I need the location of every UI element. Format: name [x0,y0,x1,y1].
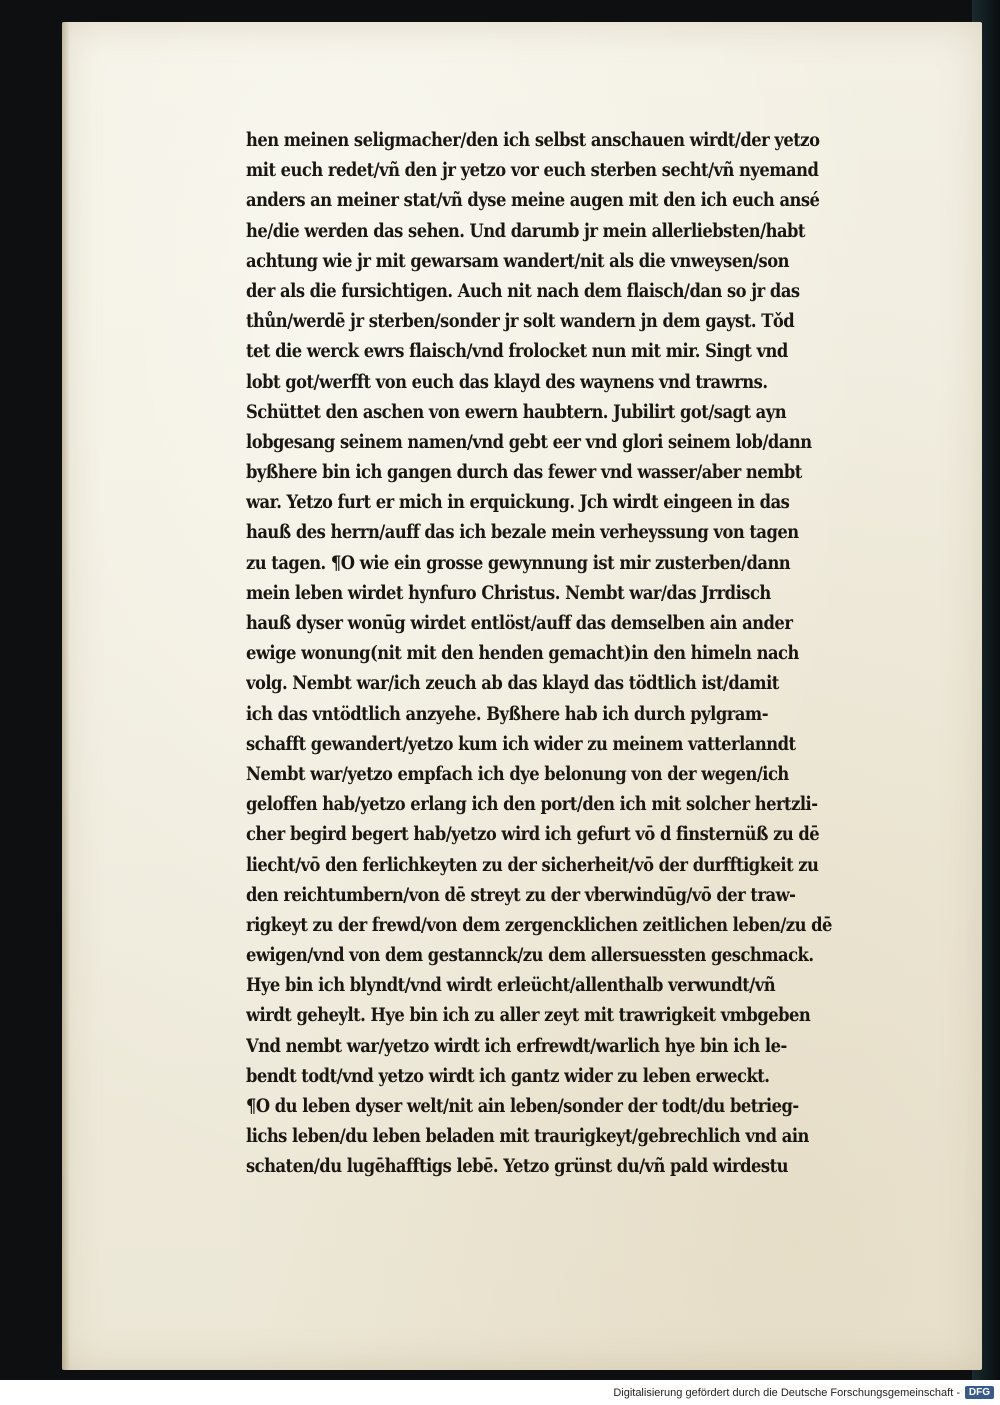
text-line: hauß dyser wonūg wirdet entlöst/auff das demselben ain ander [246,612,793,634]
text-line: lichs leben/du leben beladen mit traurigkeyt/gebrechlich vnd ain [246,1125,809,1148]
funding-credit: Digitalisierung gefördert durch die Deutsche Forschungsgemeinschaft - [613,1387,960,1399]
text-line: ich das vntödtlich anzyehe. Byßhere hab ich durch pylgram- [246,702,768,725]
text-line: wirdt geheylt. Hye bin ich zu aller zeyt mit trawrigkeit vmbgeben [246,1004,811,1027]
text-line: tet die werck ewrs flaisch/vnd frolocket nun mit mir. Singt vnd [246,340,788,363]
text-line: hen meinen seligmacher/den ich selbst anschauen wirdt/der yetzo [246,129,820,151]
page-text [246,125,916,1182]
text-line: rigkeyt zu der frewd/von dem zergencklichen zeitlichen leben/zu dē [246,913,832,936]
text-line: liecht/vō den ferlichkeyten zu der sicherheit/vō der durfftigkeit zu [246,853,819,876]
text-line: lobt got/werfft von euch das klayd des waynens vnd trawrns. [246,370,768,393]
text-line: war. Yetzo furt er mich in erquickung. Jch wirdt eingeen in das [246,491,790,514]
text-line: bendt todt/vnd yetzo wirdt ich gantz wider zu leben erweckt. [246,1064,770,1087]
text-line: Hye bin ich blyndt/vnd wirdt erleücht/allenthalb verwundt/vñ [246,974,776,997]
text-line: Schüttet den aschen von ewern haubtern. Jubilirt got/sagt ayn [246,400,787,423]
text-line: Nembt war/yetzo empfach ich dye belonung von der wegen/ich [246,762,789,785]
page-fold-shadow [62,22,70,1370]
text-line: thůn/werdē jr sterben/sonder jr solt wandern jn dem gayst. Tǒd [246,310,795,333]
text-line: den reichtumbern/von dē streyt zu der vberwindūg/vō der traw- [246,883,796,906]
text-line: zu tagen. ¶O wie ein grosse gewynnung ist mir zusterben/dann [246,551,791,574]
text-line: volg. Nembt war/ich zeuch ab das klayd das tödtlich ist/damit [246,672,779,695]
text-line: anders an meiner stat/vñ dyse meine augen mit den ich euch ansé [246,189,820,212]
text-line: cher begird begert hab/yetzo wird ich gefurt vō d finsternüß zu dē [246,823,820,846]
dfg-logo: DFG [965,1386,994,1399]
text-line: hauß des herrn/auff das ich bezale mein verheyssung von tagen [246,521,799,544]
text-line: lobgesang seinem namen/vnd gebt eer vnd glori seinem lob/dann [246,430,812,453]
text-line: schafft gewandert/yetzo kum ich wider zu meinem vatterlanndt [246,732,796,755]
text-line: achtung wie jr mit gewarsam wandert/nit als die vnweysen/son [246,249,789,272]
text-line: ewige wonung(nit mit den henden gemacht)in den himeln nach [246,642,799,665]
text-line: schaten/du lugēhafftigs lebē. Yetzo grünst du/vñ pald wirdestu [246,1155,789,1178]
text-line: geloffen hab/yetzo erlang ich den port/den ich mit solcher hertzli- [246,793,818,816]
text-line: mit euch redet/vñ den jr yetzo vor euch sterben secht/vñ nyemand [246,159,819,182]
text-line: ¶O du leben dyser welt/nit ain leben/sonder der todt/du betrieg- [246,1095,799,1117]
text-line: byßhere bin ich gangen durch das fewer vnd wasser/aber nembt [246,461,802,484]
text-line: ewigen/vnd von dem gestannck/zu dem allersuessten geschmack. [246,944,814,967]
footer-bar [0,1380,1000,1405]
text-line: der als die fursichtigen. Auch nit nach dem flaisch/dan so jr das [246,279,800,302]
text-line: mein leben wirdet hynfuro Christus. Nembt war/das Jrrdisch [246,581,771,604]
text-line: Vnd nembt war/yetzo wirdt ich erfrewdt/warlich hye bin ich le- [246,1034,787,1057]
text-line: he/die werden das sehen. Und darumb jr mein allerliebsten/habt [246,219,805,242]
